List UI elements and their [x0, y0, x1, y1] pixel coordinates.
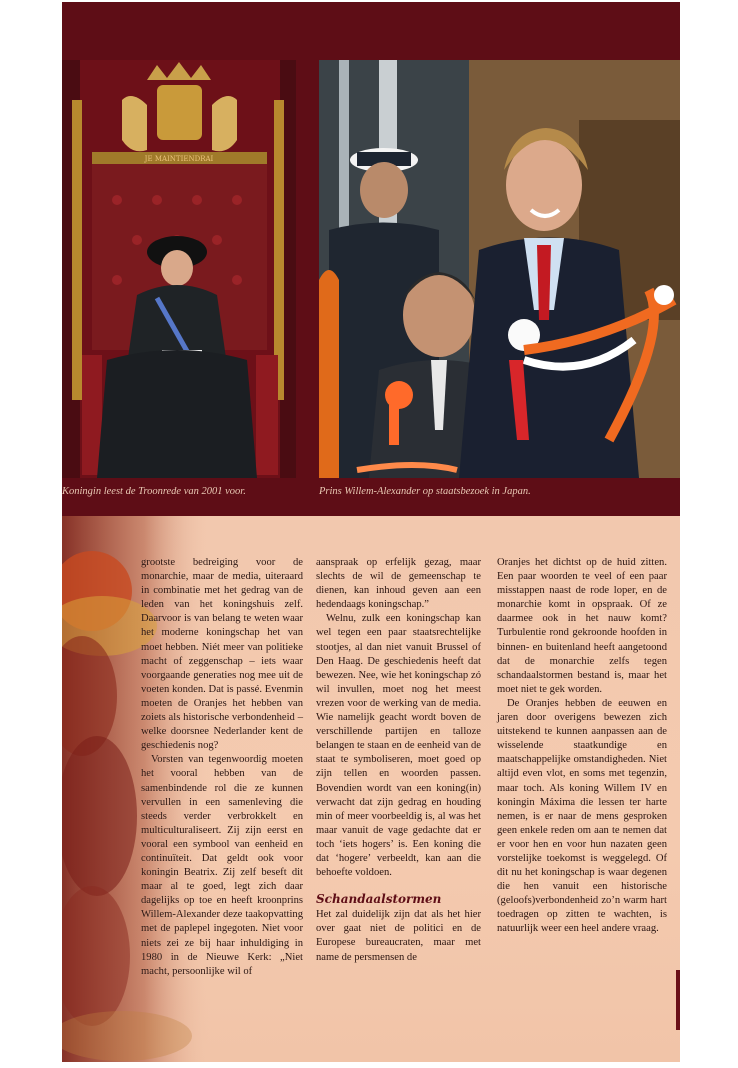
paragraph: De Oranjes hebben de eeuwen en jaren door overigens bewezen zich uitstekend te kunnen aanpassen aan de wisselende staatkundige en maatschappelijke omstandigheden. Niet altijd even vlot, en soms met tegenzin, maar toch. Als koning Willem IV en koningin Máxima die lessen ter harte nemen, is er naar de mens gesproken geen enkele reden om aan te nemen dat er voor hen en voor hun nazaten geen vorstelijke toekomst is weggelegd. Of dit nu het koningschap is waar degenen die hen vanuit een historische (geloofs)verbondenheid zo’n warm hart toedragen op zitten te wachten, is natuurlijk weer een heel andere vraag. — [497, 697, 667, 935]
banner-motto: JE MAINTIENDRAI — [144, 155, 214, 163]
photo-band — [62, 2, 680, 516]
paragraph: aanspraak op erfelijk gezag, maar slechts de wil de gemeenschap te dienen, kan inhoud geven aan een hedendaags koningschap.” — [316, 557, 481, 611]
section-heading: Schandaalstormen — [316, 892, 442, 907]
paragraph: Het zal duidelijk zijn dat als het hier over gaat niet de politici en de Europese bureaucraten, maar met name de persmensen de — [316, 909, 481, 963]
photo-prince-japan — [319, 60, 680, 478]
paragraph: Welnu, zulk een koningschap kan wel tegen een paar staatsrechtelijke stootjes, al dan niet vanuit Brussel of Den Haag. De geschiedenis heeft dat bewezen. Nee, wie het koningschap zó wil invullen, moet nog het meest vrezen voor de werking van de media. Wie namelijk geacht wordt boven de verschillende partijen en talloze belangen te staan en de eenheid van de staat te symboliseren, moet goed op zijn tellen en woorden passen. Bovendien wordt van een koning(in) verwacht dat zijn gedrag en houding min of meer voorbeeldig is, al was het maar vanuit de vage gedachte dat er toch ‘iets hogers’ is. Een koning die dat ‘hogere’ verbeeldt, kan aan die behoefte voldoen. — [316, 613, 481, 879]
article-body — [62, 516, 680, 1062]
column-1 — [141, 556, 303, 979]
magazine-page — [62, 2, 680, 1062]
photo-queen-throne-speech — [62, 60, 296, 478]
caption-left: Koningin leest de Troonrede van 2001 voor. — [62, 486, 246, 497]
caption-right: Prins Willem-Alexander op staatsbezoek in Japan. — [319, 486, 531, 497]
paragraph: Oranjes het dichtst op de huid zitten. Een paar woorden te veel of een paar misstappen naast de rode loper, en de monarchie komt in opspraak. Of ze daarmee ook in het nauw komt? Turbulentie rond gekroonde hoofden in binnen- en buitenland heeft aangetoond dat de monarchie zelfs tegen schandaalstormen bestand is, maar het moet niet te gek worden. — [497, 557, 667, 695]
paragraph: grootste bedreiging voor de monarchie, maar de media, uiteraard in combinatie met het gedrag van de leden van het koningshuis zelf. Daarvoor is van belang te weten waar het moderne koningschap het van moet hebben. Niét meer van politieke macht of zeggenschap – iets waar voorgaande generaties nog mee uit de voeten konden. Dat is passé. Evenmin moeten de Oranjes het hebben van zoiets als historische verbondenheid – welke doorsnee Nederlander kent de geschiedenis nog? — [141, 557, 303, 752]
paragraph: Vorsten van tegenwoordig moeten het vooral hebben van de samenbindende rol die ze kunnen vervullen in een samenleving die steeds verder verbrokkelt en multiculturaliseert. Zij zijn eerst en vooral een symbool van eenheid en continuïteit. Dat geldt ook voor koningin Beatrix. Zij zelf beseft dit maar al te goed, legt zich daar dagelijks op toe en heeft kroonprins Willem-Alexander deze taakopvatting met de paplepel ingegoten. Niet voor niets zei ze bij haar inhuldiging in 1980 in de Nieuwe Kerk: „Niet macht, persoonlijke wil of — [141, 754, 303, 977]
page-edge-mark — [676, 970, 680, 1030]
column-3 — [497, 556, 667, 937]
column-2 — [316, 556, 481, 965]
